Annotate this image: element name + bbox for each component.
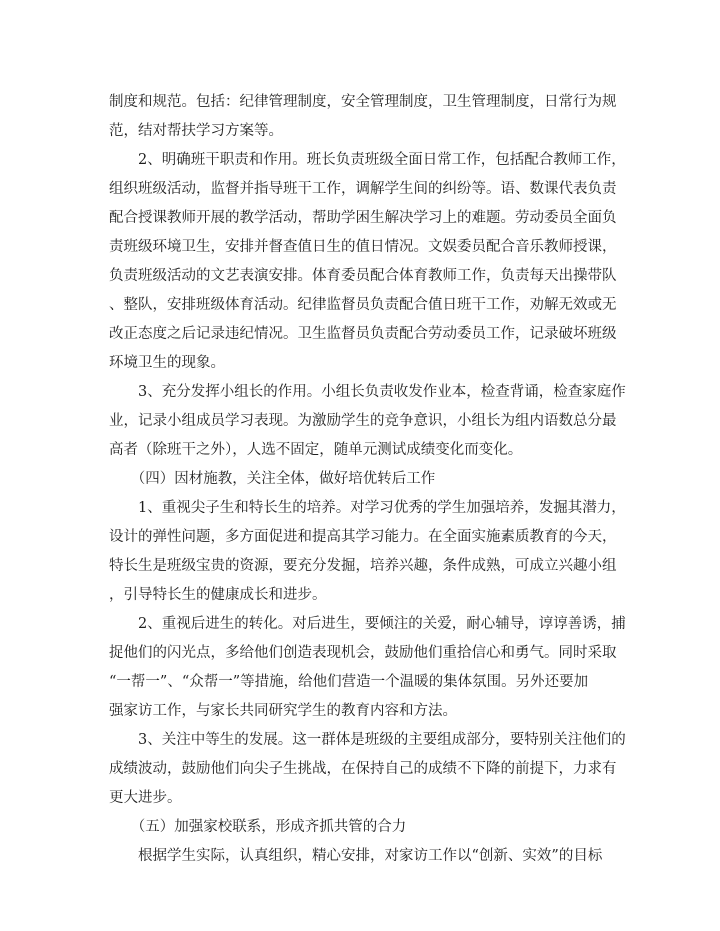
text-line: 特长生是班级宝贵的资源，要充分发掘，培养兴趣，条件成熟，可成立兴趣小组 [109, 558, 617, 574]
text-line: 3、充分发挥小组长的作用。小组长负责收发作业本，检查背诵，检查家庭作 [109, 384, 626, 400]
text-line: 1、重视尖子生和特长生的培养。对学习优秀的学生加强培养，发掘其潜力， [109, 500, 626, 516]
text-line: 设计的弹性问题，多方面促进和提高其学习能力。在全面实施素质教育的今天， [109, 529, 617, 545]
text-line: 组织班级活动，监督并指导班干工作，调解学生间的纠纷等。语、数课代表负责 [109, 181, 617, 197]
text-line: 制度和规范。包括：纪律管理制度，安全管理制度，卫生管理制度，日常行为规 [109, 94, 617, 110]
text-line: 强家访工作，与家长共同研究学生的教育内容和方法。 [109, 703, 457, 719]
text-line: 业，记录小组成员学习表现。为激励学生的竞争意识，小组长为组内语数总分最 [109, 413, 617, 429]
text-line: 根据学生实际，认真组织，精心安排，对家访工作以“创新、实效”的目标 [109, 848, 603, 864]
section-heading: （五）加强家校联系，形成齐抓共管的合力 [109, 819, 407, 835]
text-line: 范，结对帮扶学习方案等。 [109, 123, 283, 139]
text-line: 、整队，安排班级体育活动。纪律监督员负责配合值日班干工作，劝解无效或无 [109, 297, 617, 313]
text-line: 配合授课教师开展的教学活动，帮助学困生解决学习上的难题。劳动委员全面负 [109, 210, 617, 226]
text-line: 改正态度之后记录违纪情况。卫生监督员负责配合劳动委员工作，记录破坏班级 [109, 326, 617, 342]
text-line: 捉他们的闪光点，多给他们创造表现机会，鼓励他们重拾信心和勇气。同时采取 [109, 645, 617, 661]
text-line: 责班级环境卫生，安排并督查值日生的值日情况。文娱委员配合音乐教师授课， [109, 239, 617, 255]
text-line: 2、重视后进生的转化。对后进生，要倾注的关爱，耐心辅导，谆谆善诱，捕 [109, 616, 626, 632]
text-line: 负责班级活动的文艺表演安排。体育委员配合体育教师工作，负责每天出操带队 [109, 268, 617, 284]
text-line: 成绩波动，鼓励他们向尖子生挑战，在保持自己的成绩不下降的前提下，力求有 [109, 761, 617, 777]
text-line: ，引导特长生的健康成长和进步。 [109, 587, 327, 603]
text-line: 2、明确班干职责和作用。班长负责班级全面日常工作，包括配合教师工作， [109, 152, 626, 168]
text-line: 3、关注中等生的发展。这一群体是班级的主要组成部分，要特别关注他们的 [109, 732, 626, 748]
text-line: “一帮一”、“众帮一”等措施，给他们营造一个温暖的集体氛围。另外还要加 [109, 674, 589, 690]
section-heading: （四）因材施教，关注全体，做好培优转后工作 [109, 471, 436, 487]
text-line: 更大进步。 [109, 790, 182, 806]
text-line: 高者（除班干之外），人选不固定，随单元测试成绩变化而变化。 [109, 442, 523, 458]
text-line: 环境卫生的现象。 [109, 355, 225, 371]
